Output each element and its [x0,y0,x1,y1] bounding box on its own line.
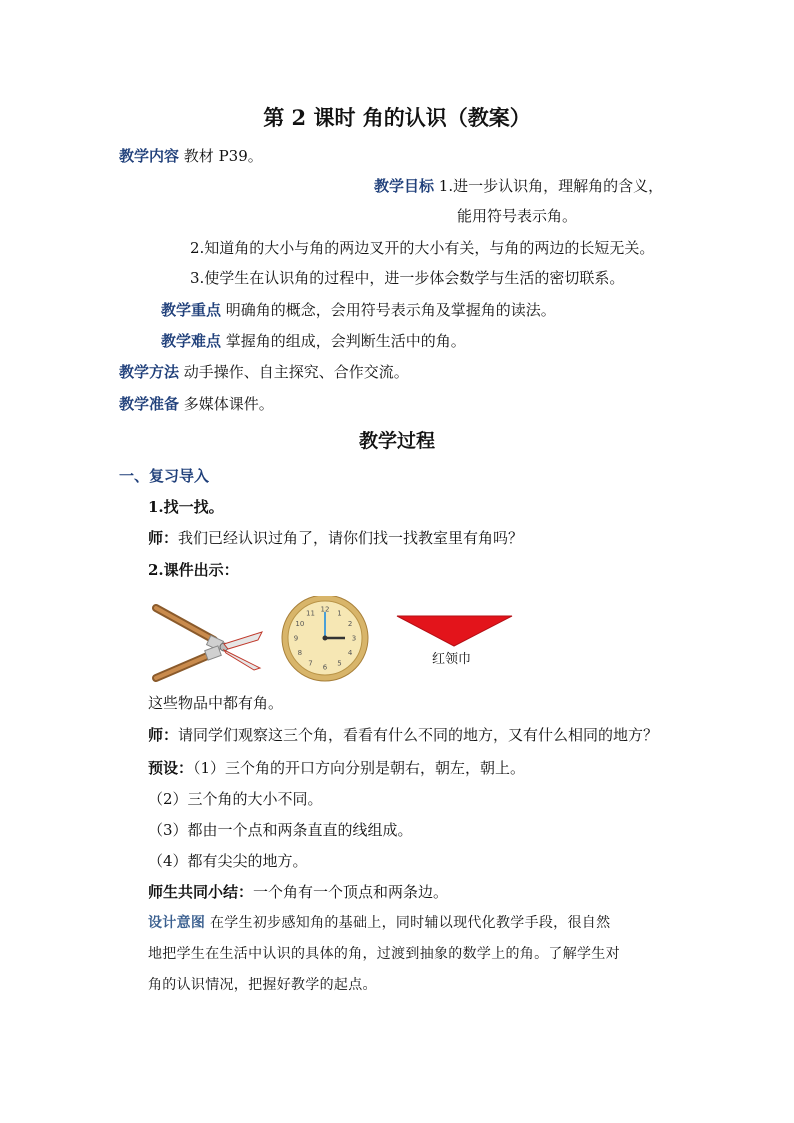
design-intent-line-1 [148,913,610,933]
page-title: 第 2 课时 角的认识（教案） [263,105,531,130]
goal-3: 3.使学生在认识角的过程中，进一步体会数学与生活的密切联系。 [190,269,625,287]
clock-numeral: 4 [347,649,353,657]
preset-label: 预设： [148,759,194,777]
preset-row [148,758,525,778]
preset-1: （1）三个角的开口方向分别是朝右，朝左，朝上。 [193,759,526,777]
clock-numeral: 1 [337,609,342,618]
clock-icon [282,596,368,681]
design-intent-line-3: 角的认识情况，把握好教学的起点。 [148,977,377,993]
find-item: 1.找一找。 [148,498,224,516]
prep-text: 多媒体课件。 [183,395,274,413]
courseware-item: 2.课件出示： [148,561,239,579]
summary-text: 一个角有一个顶点和两条边。 [253,883,449,901]
teacher-question-row [148,528,523,548]
teacher-label: 师： [148,529,179,547]
clock-numeral: 11 [306,609,315,618]
goal-1b: 能用符号表示角。 [457,207,578,225]
teacher-question: 我们已经认识过角了，请你们找一找教室里有角吗？ [178,529,524,547]
red-scarf-label: 红领巾 [432,652,472,667]
content-label: 教学内容 [119,147,180,165]
key-label: 教学重点 [161,301,222,319]
teacher-2-label: 师： [148,726,179,744]
clock-numeral: 8 [297,649,303,657]
clock-numeral: 10 [295,620,305,628]
difficulty-row [161,331,466,351]
all-have-angles: 这些物品中都有角。 [148,694,284,712]
clock-numeral: 9 [293,634,299,643]
clock-numeral: 2 [347,620,353,628]
process-title: 教学过程 [358,430,435,452]
design-intent-label: 设计意图 [148,915,206,931]
clock-numeral: 3 [351,634,357,643]
section1-heading: 一、复习导入 [119,467,210,485]
method-text: 动手操作、自主探究、合作交流。 [183,363,409,381]
teacher-question-2: 请同学们观察这三个角，看看有什么不同的地方，又有什么相同的地方？ [178,726,659,744]
summary-row [148,882,448,902]
method-row [119,362,409,382]
preset-4: （4）都有尖尖的地方。 [148,852,308,870]
difficulty-label: 教学难点 [161,332,222,350]
design-intent-line-2: 地把学生在生活中认识的具体的角，过渡到抽象的数学上的角。了解学生对 [148,946,620,962]
key-text: 明确角的概念，会用符号表示角及掌握角的读法。 [225,301,556,319]
content-text: 教材 P39。 [183,147,263,165]
scissors-icon [156,608,262,678]
method-label: 教学方法 [119,363,180,381]
summary-label: 师生共同小结： [148,883,254,901]
courseware-images [150,596,530,686]
clock-numeral: 6 [322,663,328,672]
design-line-1: 在学生初步感知角的基础上，同时辅以现代化教学手段，很自然 [209,915,611,931]
red-scarf-icon [397,616,512,646]
preset-3: （3）都由一个点和两条直直的线组成。 [148,821,413,839]
clock-numeral: 12 [320,605,330,614]
preset-2: （2）三个角的大小不同。 [148,790,323,808]
goal-row [374,176,663,196]
clock-numeral: 7 [308,659,313,668]
difficulty-text: 掌握角的组成，会判断生活中的角。 [225,332,466,350]
goal-2: 2.知道角的大小与角的两边叉开的大小有关，与角的两边的长短无关。 [190,239,655,257]
prep-label: 教学准备 [119,395,180,413]
content-row [119,146,263,166]
teacher-question-2-row [148,725,658,745]
prep-row [119,394,274,414]
goal-label: 教学目标 [374,177,435,195]
goal-1a: 1.进一步认识角，理解角的含义， [438,177,664,195]
clock-numeral: 5 [337,659,342,668]
key-row [161,300,556,320]
